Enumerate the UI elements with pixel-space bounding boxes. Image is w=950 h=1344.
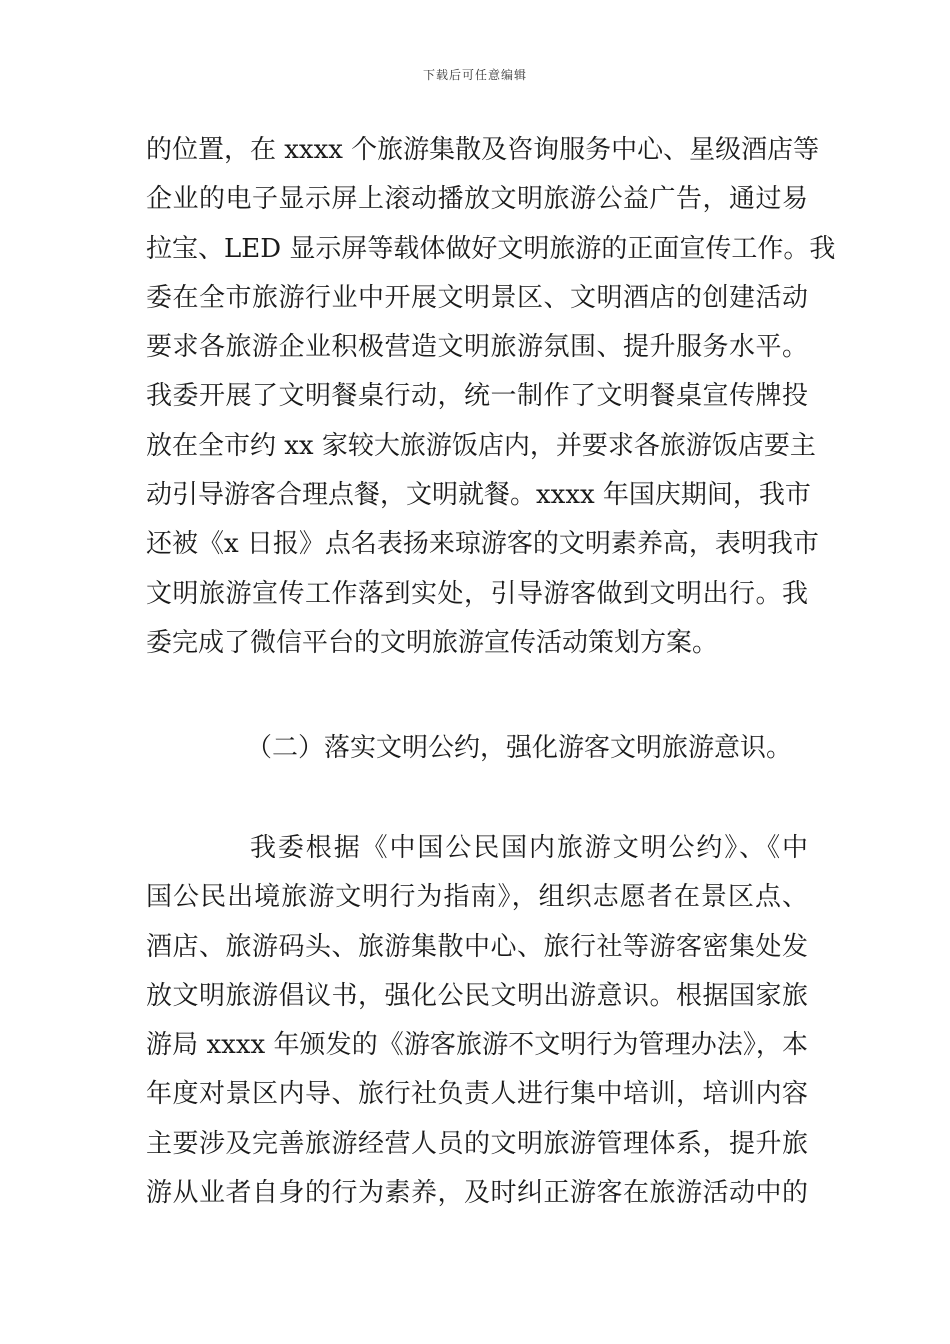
text-line: 我委根据《中国公民国内旅游文明公约》、《中 (250, 833, 808, 863)
text-line: 游局 xxxx 年颁发的《游客旅游不文明行为管理办法》，本 (146, 1030, 808, 1061)
text-line: 放文明旅游倡议书，强化公民文明出游意识。根据国家旅 (146, 980, 808, 1011)
body-paragraph-2 (146, 824, 808, 1218)
body-paragraph-1 (146, 126, 836, 668)
text-line: 文明旅游宣传工作落到实处，引导游客做到文明出行。我 (146, 578, 808, 609)
text-line: 国公民出境旅游文明行为指南》，组织志愿者在景区点、 (146, 882, 808, 913)
text-line: 游从业者自身的行为素养，及时纠正游客在旅游活动中的 (146, 1178, 808, 1209)
text-line: 动引导游客合理点餐，文明就餐。xxxx 年国庆期间，我市 (146, 480, 811, 511)
page-header-note: 下载后可任意编辑 (422, 68, 527, 82)
text-line: 委完成了微信平台的文明旅游宣传活动策划方案。 (146, 627, 719, 658)
text-line: 酒店、旅游码头、旅游集散中心、旅行社等游客密集处发 (146, 931, 808, 962)
text-line: 企业的电子显示屏上滚动播放文明旅游公益广告，通过易 (146, 184, 808, 215)
text-line: 主要涉及完善旅游经营人员的文明旅游管理体系，提升旅 (146, 1128, 808, 1159)
text-line: 要求各旅游企业积极营造文明旅游氛围、提升服务水平。 (146, 332, 808, 363)
text-line: 我委开展了文明餐桌行动，统一制作了文明餐桌宣传牌投 (146, 381, 808, 412)
text-line: 放在全市约 xx 家较大旅游饭店内，并要求各旅游饭店要主 (146, 430, 816, 461)
text-line: 拉宝、LED 显示屏等载体做好文明旅游的正面宣传工作。我 (146, 233, 836, 264)
text-line: 的位置，在 xxxx 个旅游集散及咨询服务中心、星级酒店等 (146, 135, 820, 165)
text-line: 委在全市旅游行业中开展文明景区、文明酒店的创建活动 (146, 282, 808, 313)
text-line: 还被《x 日报》点名表扬来琼游客的文明素养高，表明我市 (146, 529, 819, 560)
text-line: 年度对景区内导、旅行社负责人进行集中培训，培训内容 (146, 1079, 808, 1110)
section-heading: （二）落实文明公约，强化游客文明旅游意识。 (246, 733, 793, 763)
